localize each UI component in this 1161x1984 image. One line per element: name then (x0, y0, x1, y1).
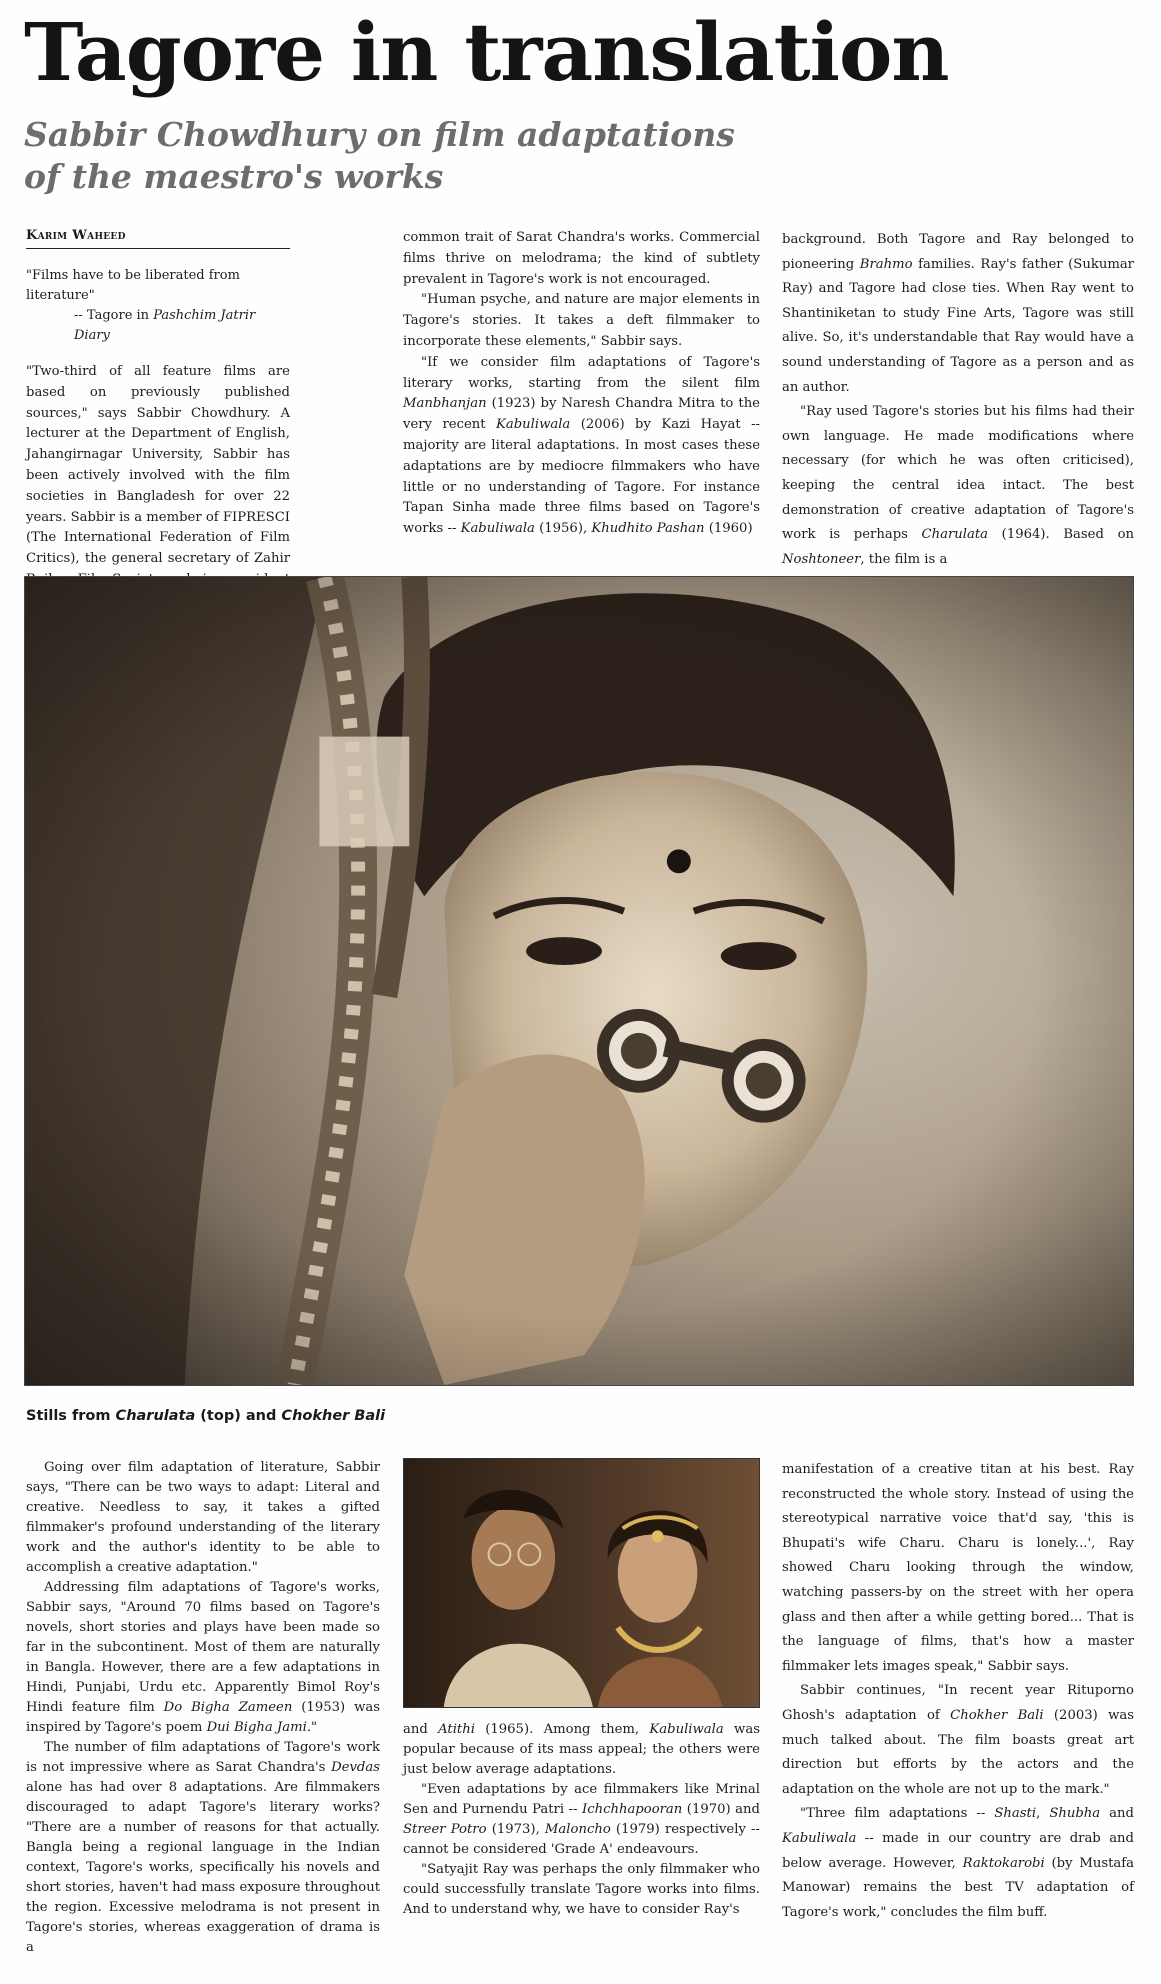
charulata-still-photo (24, 576, 1134, 1386)
bottom-column-2 (403, 1720, 760, 1920)
chokher-bali-still-image (404, 1459, 759, 1707)
paragraph: "Even adaptations by ace filmmakers like Mrinal Sen and Purnendu Patri -- Ichchhapooran (1970) and Streer Potro (1973), Maloncho (1979) respectively -- cannot be considered 'Grade A' endeavours. (403, 1782, 760, 1857)
paragraph: "Ray used Tagore's stories but his films had their own language. He made modifications where necessary (for which he was often criticised), keeping the central idea intact. The best demonstration of creative adaptation of Tagore's work is perhaps Charulata (1964). Based on Noshtoneer, the film is a (782, 404, 1135, 567)
paragraph: background. Both Tagore and Ray belonged to pioneering Brahmo families. Ray's father (Sukumar Ray) and Tagore had close ties. When Ray went to Shantiniketan to study Fine Arts, Tagore was still alive. So, it's understandable that Ray would have a sound understanding of Tagore as a person and as an author. (782, 232, 1134, 395)
photo-caption: Stills from Charulata (top) and Chokher Bali (26, 1408, 386, 1424)
byline: Karim Waheed (26, 228, 290, 249)
paragraph: "Three film adaptations -- Shasti, Shubha and Kabuliwala -- made in our country are drab and below average. However, Raktokarobi (by Mustafa Manowar) remains the best TV adaptation of Tagore's work," concludes the film buff. (782, 1806, 1135, 1920)
bottom-column-3 (782, 1458, 1134, 1925)
paragraph: The number of film adaptations of Tagore's work is not impressive where as Sarat Chandra's Devdas alone has had over 8 adaptations. Are filmmakers discouraged to adapt Tagore's literary works? "There are a number of reasons for that actually. Bangla being a regional language in the Indian context, Tagore's works, specifically his novels and short stories, haven't had mass exposure throughout the region. Excessive melodrama is not present in Tagore's stories, whereas exaggeration of drama is a (26, 1740, 380, 1955)
paragraph: Addressing film adaptations of Tagore's works, Sabbir says, "Around 70 films based on Tagore's novels, short stories and plays have been made so far in the subcontinent. Most of them are naturally in Bangla. However, there are a few adaptations in Hindi, Punjabi, Urdu etc. Apparently Bimol Roy's Hindi feature film Do Bigha Zameen (1953) was inspired by Tagore's poem Dui Bigha Jami." (26, 1580, 380, 1735)
top-column-2 (403, 228, 760, 540)
paragraph: "Two-third of all feature films are based on previously published sources," says Sabbir Chowdhury. A lecturer at the Department of English, Jahangirnagar University, Sabbir has been actively involved with the film societies in Bangladesh for over 22 years. Sabbir is a member of FIPRESCI (The International Federation of Film Critics), the general secretary of Zahir (26, 364, 290, 567)
subheadline-line-1: Sabbir Chowdhury on film adaptations (24, 115, 735, 154)
bottom-column-1 (26, 1458, 380, 1958)
paragraph: common trait of Sarat Chandra's works. Commercial films thrive on melodrama; the kind of subtlety prevalent in Tagore's work is not encouraged. (403, 230, 760, 287)
paragraph: manifestation of a creative titan at his best. Ray reconstructed the whole story. Instead of using the stereotypical narrative voice that'd say, 'this is Bhupati's wife Charu. Charu is lonely...', Ray showed Charu looking through the window, watching passers-by on the street with her opera glass and then after a while getting bored... That is the language of films, that's how a master filmmaker lets images speak," Sabbir says. (782, 1462, 1134, 1674)
epigraph-attribution: -- Tagore in Pashchim Jatrir Diary (74, 308, 256, 343)
paragraph: Going over film adaptation of literature, Sabbir says, "There can be two ways to adapt: Literal and creative. Needless to say, it takes a gifted filmmaker's profound understanding of the literary work and the author's identity to be able to accomplish a creative adaptation." (26, 1460, 380, 1575)
charulata-still-image (25, 577, 1133, 1385)
epigraph-quote: "Films have to be liberated from literature" (26, 268, 240, 303)
subheadline (24, 114, 784, 198)
paragraph: "Satyajit Ray was perhaps the only filmmaker who could successfully translate Tagore works into films. And to understand why, we have to consider Ray's (403, 1862, 760, 1917)
paragraph: "Human psyche, and nature are major elements in Tagore's stories. It takes a deft filmmaker to incorporate these elements," Sabbir says. (403, 292, 760, 349)
paragraph: Sabbir continues, "In recent year Rituporno Ghosh's adaptation of Chokher Bali (2003) was much talked about. The film boasts great art direction but efforts by the actors and the adaptation on the whole are not up to the mark." (782, 1683, 1134, 1797)
paragraph: "If we consider film adaptations of Tagore's literary works, starting from the silent film Manbhanjan (1923) by Naresh Chandra Mitra to the very recent Kabuliwala (2006) by Kazi Hayat -- majority are literal adaptations. In most cases these adaptations are by mediocre filmmakers who have little or no understanding of Tagore. For instance Tapan Sinha made three films based on Tagore's works -- Kabuliwala (1956), Khudhito Pashan (1960) (403, 354, 760, 537)
paragraph: and Atithi (1965). Among them, Kabuliwala was popular because of its mass appeal; the others were just below average adaptations. (403, 1722, 760, 1777)
top-column-3 (782, 228, 1134, 572)
epigraph (26, 266, 290, 346)
headline: Tagore in translation (24, 5, 949, 99)
chokher-bali-still-photo (403, 1458, 760, 1708)
subheadline-line-2: of the maestro's works (24, 157, 444, 196)
